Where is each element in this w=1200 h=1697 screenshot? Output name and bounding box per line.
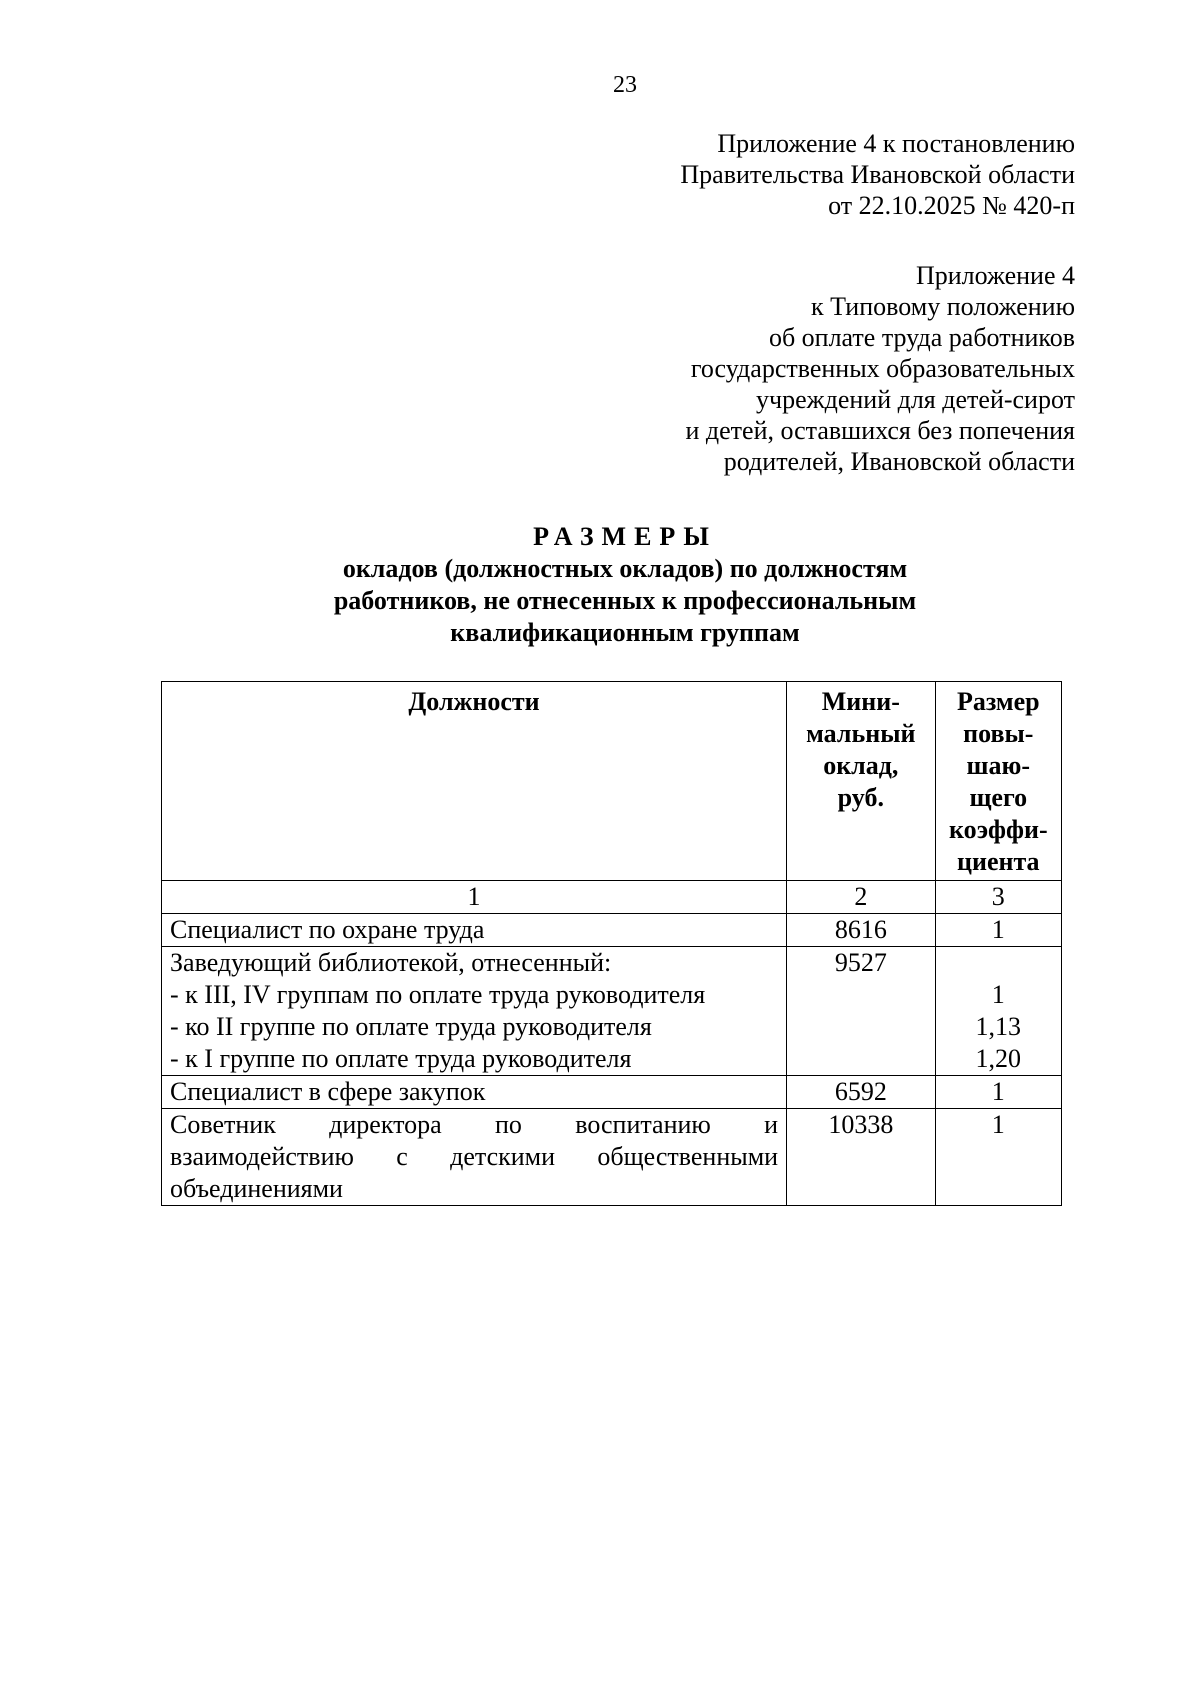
subtitle-line: квалификационным группам xyxy=(450,618,800,647)
appendix-line: Приложение 4 к постановлению xyxy=(717,129,1075,158)
appendix-reference-resolution xyxy=(680,128,1075,221)
header-positions: Должности xyxy=(162,682,787,881)
position-cell: Специалист в сфере закупок xyxy=(162,1076,787,1109)
document-subtitle xyxy=(0,553,1200,649)
column-number: 2 xyxy=(787,881,935,914)
position-cell: Специалист по охране труда xyxy=(162,914,787,947)
coefficient-cell: 1 1,13 1,20 xyxy=(935,947,1061,1076)
appendix-line: Приложение 4 xyxy=(915,261,1075,290)
column-number: 3 xyxy=(935,881,1061,914)
document-title: РАЗМЕРЫ xyxy=(533,522,717,551)
coefficient-cell: 1 xyxy=(935,1076,1061,1109)
salary-cell: 8616 xyxy=(787,914,935,947)
table-numbering-row xyxy=(162,881,1062,914)
salary-cell: 6592 xyxy=(787,1076,935,1109)
column-number: 1 xyxy=(162,881,787,914)
subtitle-line: окладов (должностных окладов) по должностям xyxy=(342,554,908,583)
appendix-line: государственных образовательных xyxy=(690,354,1075,383)
salary-cell: 10338 xyxy=(787,1109,935,1206)
appendix-line: об оплате труда работников xyxy=(768,323,1075,352)
appendix-line: родителей, Ивановской области xyxy=(723,447,1075,476)
table-header-row xyxy=(162,682,1062,881)
appendix-line: к Типовому положению xyxy=(810,292,1075,321)
header-coefficient: Размер повы- шаю- щего коэффи- циента xyxy=(935,682,1061,881)
position-cell: Советник директора по воспитанию и взаимодействию с детскими общественными объединениями xyxy=(162,1109,787,1206)
table-row xyxy=(162,1076,1062,1109)
appendix-line: Правительства Ивановской области xyxy=(680,160,1075,189)
salary-table xyxy=(161,681,1062,1206)
header-min-salary: Мини- мальный оклад, руб. xyxy=(787,682,935,881)
table-row xyxy=(162,1109,1062,1206)
appendix-line: от 22.10.2025 № 420-п xyxy=(828,191,1075,220)
coefficient-cell: 1 xyxy=(935,1109,1061,1206)
salary-cell: 9527 xyxy=(787,947,935,1076)
table-row xyxy=(162,914,1062,947)
appendix-line: учреждений для детей-сирот xyxy=(756,385,1075,414)
appendix-reference-regulation xyxy=(685,260,1075,477)
coefficient-cell: 1 xyxy=(935,914,1061,947)
table-row xyxy=(162,947,1062,1076)
subtitle-line: работников, не отнесенных к профессиональным xyxy=(333,586,917,615)
appendix-line: и детей, оставшихся без попечения xyxy=(685,416,1075,445)
page-number: 23 xyxy=(613,72,637,98)
position-cell: Заведующий библиотекой, отнесенный: - к III, IV группам по оплате труда руководителя - ко II группе по оплате труда руководителя - к I группе по оплате труда руководителя xyxy=(162,947,787,1076)
